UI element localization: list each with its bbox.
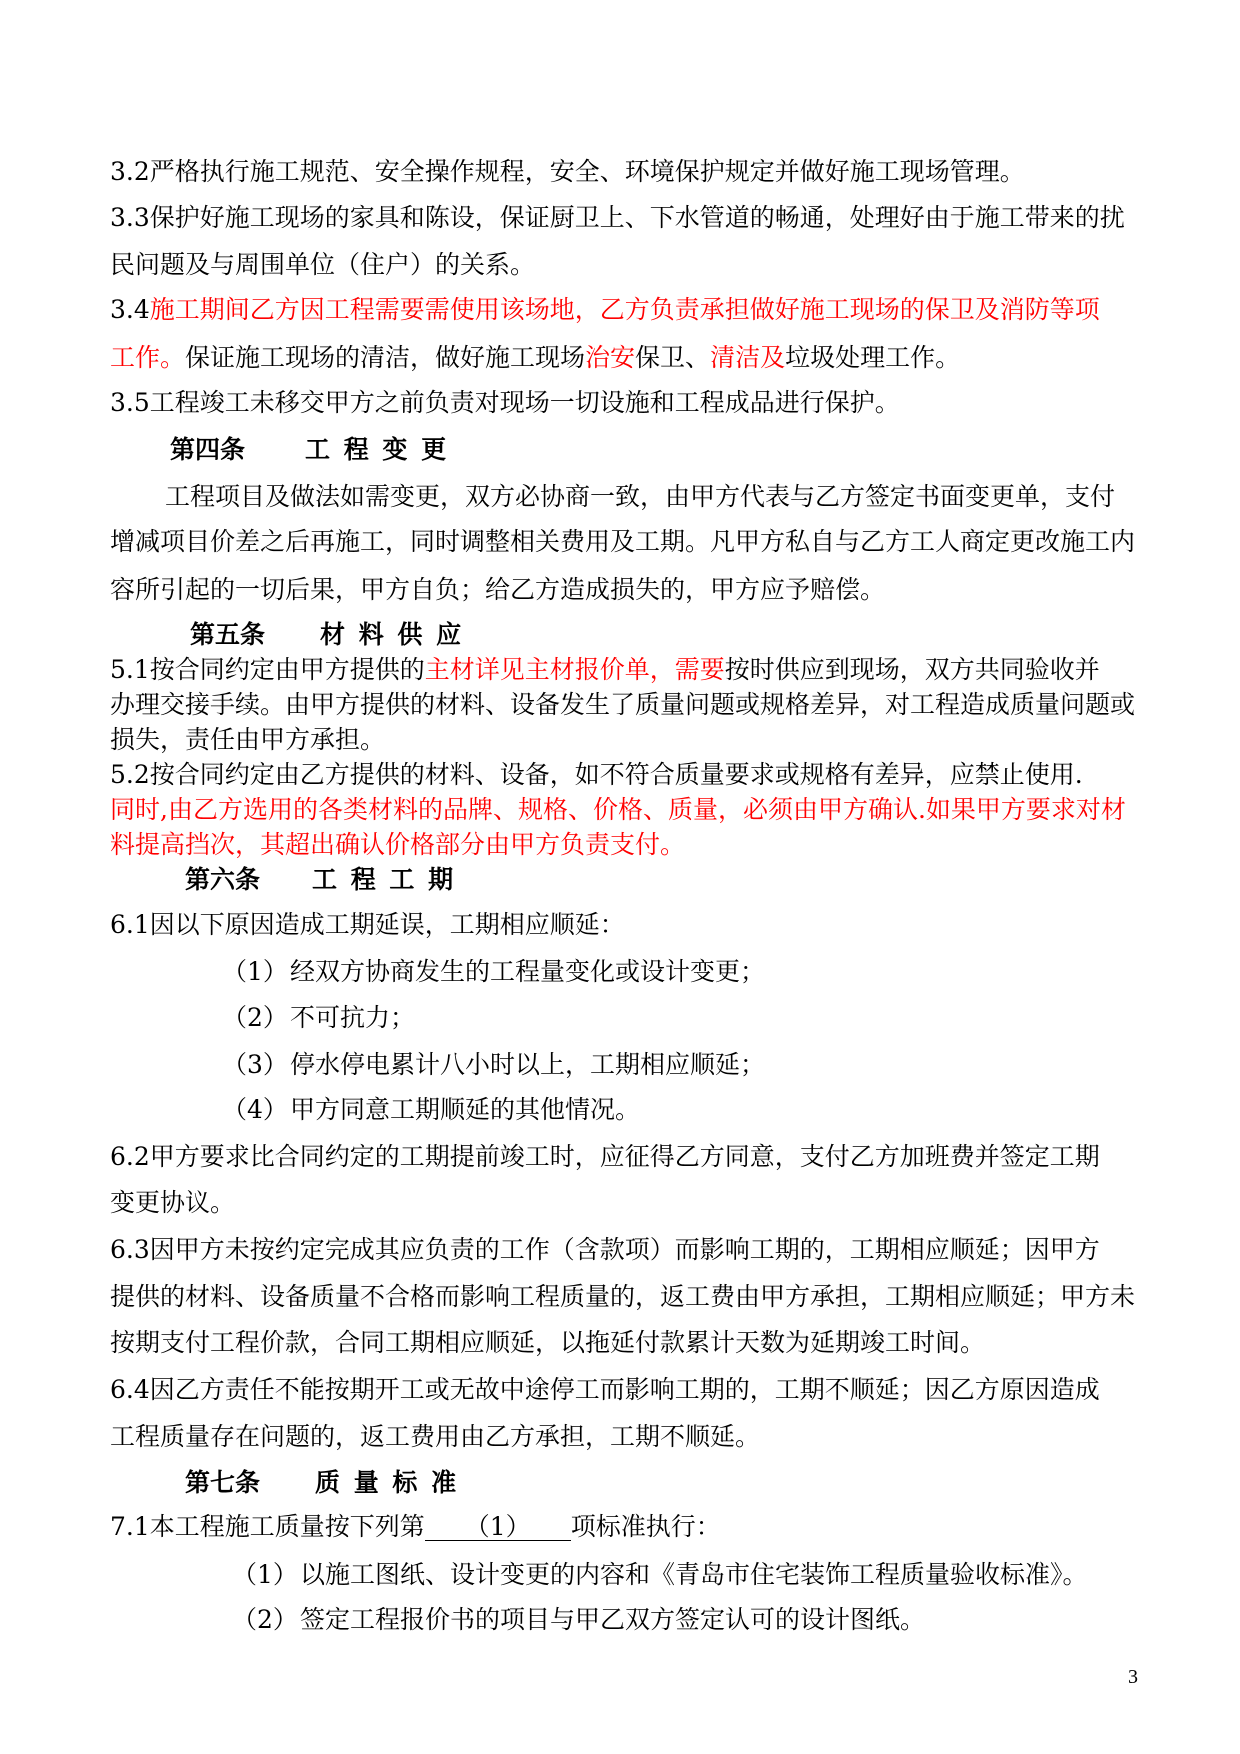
clause-text: 本工程施工质量按下列第 bbox=[149, 1512, 425, 1541]
clause-text: 民问题及与周围单位（住户）的关系。 bbox=[110, 250, 536, 279]
clause-6-2-line-2: 变更协议。 bbox=[110, 1188, 236, 1217]
clause-text: 项标准执行： bbox=[570, 1512, 721, 1541]
list-item: 以施工图纸、设计变更的内容和《青岛市住宅装饰工程质量验收标准》。 bbox=[300, 1560, 1088, 1589]
clause-number: 6.1 bbox=[110, 910, 150, 939]
clause-text: 因乙方责任不能按期开工或无故中途停工而影响工期的，工期不顺延；因乙方原因造成 bbox=[149, 1375, 1100, 1404]
clause-text: 严格执行施工规范、安全操作规程，安全、环境保护规定并做好施工现场管理。 bbox=[149, 157, 1025, 186]
clause-6-2-line-1 bbox=[110, 1142, 1100, 1172]
clause-number: 6.4 bbox=[110, 1375, 150, 1404]
list-item-marker: （3） bbox=[222, 1050, 288, 1079]
clause-number: 3.4 bbox=[110, 295, 150, 324]
list-item-marker: （1） bbox=[232, 1560, 298, 1589]
clause-3-4-line-1 bbox=[110, 295, 1100, 325]
clause-text: 保证施工现场的清洁，做好施工现场 bbox=[185, 343, 586, 372]
clause-6-4-line-1 bbox=[110, 1375, 1100, 1405]
clause-6-3-line-2: 提供的材料、设备质量不合格而影响工程质量的，返工费由甲方承担，工期相应顺延；甲方未 bbox=[110, 1282, 1136, 1311]
clause-number: 3.2 bbox=[110, 157, 150, 186]
clause-3-3-line-1 bbox=[110, 203, 1125, 233]
clause-text: 按时供应到现场，双方共同验收并 bbox=[724, 655, 1100, 684]
clause-3-3-line-2 bbox=[110, 250, 535, 280]
list-item-marker: （1） bbox=[222, 957, 288, 986]
article-7-label: 第七条 bbox=[185, 1468, 261, 1497]
red-annotation-text: 工作。 bbox=[110, 343, 186, 372]
clause-text: 按合同约定由甲方提供的 bbox=[149, 655, 425, 684]
article-7-title: 质 量 标 准 bbox=[315, 1468, 457, 1497]
red-annotation-text: 清洁及 bbox=[710, 343, 786, 372]
clause-6-3-line-1 bbox=[110, 1235, 1100, 1265]
article-4-label: 第四条 bbox=[170, 435, 246, 464]
list-item: 停水停电累计八小时以上，工期相应顺延； bbox=[290, 1050, 766, 1079]
article-4-paragraph-line-2: 增减项目价差之后再施工，同时调整相关费用及工期。凡甲方私自与乙方工人商定更改施工内 bbox=[110, 527, 1136, 556]
clause-6-4-line-2: 工程质量存在问题的，返工费用由乙方承担，工期不顺延。 bbox=[110, 1422, 761, 1451]
clause-7-1-line-1 bbox=[110, 1512, 721, 1542]
article-5-label: 第五条 bbox=[190, 620, 266, 649]
clause-text: 因甲方未按约定完成其应负责的工作（含款项）而影响工期的，工期相应顺延；因甲方 bbox=[149, 1235, 1100, 1264]
clause-5-1-line-2: 办理交接手续。由甲方提供的材料、设备发生了质量问题或规格差异，对工程造成质量问题或 bbox=[110, 690, 1136, 719]
red-annotation-text: 治安 bbox=[585, 343, 636, 372]
clause-5-2-line-2: 同时,由乙方选用的各类材料的品牌、规格、价格、质量，必须由甲方确认.如果甲方要求对材 bbox=[110, 795, 1126, 824]
clause-text: 按合同约定由乙方提供的材料、设备，如不符合质量要求或规格有差异，应禁止使用. bbox=[149, 760, 1083, 789]
list-item: 甲方同意工期顺延的其他情况。 bbox=[290, 1095, 641, 1124]
clause-number: 5.1 bbox=[110, 655, 150, 684]
clause-number: 3.5 bbox=[110, 388, 150, 417]
list-item-marker: （4） bbox=[222, 1095, 288, 1124]
clause-5-2-line-1 bbox=[110, 760, 1083, 790]
clause-text: 甲方要求比合同约定的工期提前竣工时，应征得乙方同意，支付乙方加班费并签定工期 bbox=[149, 1142, 1100, 1171]
article-4-paragraph-line-1: 工程项目及做法如需变更，双方必协商一致，由甲方代表与乙方签定书面变更单，支付 bbox=[165, 482, 1116, 511]
article-4-paragraph-line-3: 容所引起的一切后果，甲方自负；给乙方造成损失的，甲方应予赔偿。 bbox=[110, 575, 886, 604]
clause-5-1-line-3: 损失，责任由甲方承担。 bbox=[110, 725, 386, 754]
list-item: 不可抗力； bbox=[290, 1003, 416, 1032]
article-6-label: 第六条 bbox=[185, 865, 261, 894]
clause-text: 因以下原因造成工期延误，工期相应顺延： bbox=[149, 910, 625, 939]
clause-number: 5.2 bbox=[110, 760, 150, 789]
clause-text: 保护好施工现场的家具和陈设，保证厨卫上、下水管道的畅通，处理好由于施工带来的扰 bbox=[149, 203, 1125, 232]
clause-3-2-line-1 bbox=[110, 157, 1025, 187]
clause-number: 7.1 bbox=[110, 1512, 150, 1541]
clause-number: 6.3 bbox=[110, 1235, 150, 1264]
article-6-title: 工 程 工 期 bbox=[312, 865, 454, 894]
clause-5-1-line-1 bbox=[110, 655, 1100, 685]
clause-text: 工程竣工未移交甲方之前负责对现场一切设施和工程成品进行保护。 bbox=[149, 388, 900, 417]
page-number: 3 bbox=[1128, 1666, 1138, 1688]
red-annotation-text: 主材详见主材报价单，需要 bbox=[424, 655, 725, 684]
article-4-title: 工 程 变 更 bbox=[305, 435, 447, 464]
clause-number: 3.3 bbox=[110, 203, 150, 232]
list-item-marker: （2） bbox=[222, 1003, 288, 1032]
clause-3-4-line-2 bbox=[110, 343, 960, 373]
clause-text: 垃圾处理工作。 bbox=[785, 343, 961, 372]
clause-6-3-line-3: 按期支付工程价款，合同工期相应顺延，以拖延付款累计天数为延期竣工时间。 bbox=[110, 1328, 986, 1357]
clause-6-1-line-1 bbox=[110, 910, 625, 940]
list-item: 签定工程报价书的项目与甲乙双方签定认可的设计图纸。 bbox=[300, 1605, 926, 1634]
list-item-marker: （2） bbox=[232, 1605, 298, 1634]
clause-5-2-line-3: 料提高挡次，其超出确认价格部分由甲方负责支付。 bbox=[110, 830, 686, 859]
list-item: 经双方协商发生的工程量变化或设计变更； bbox=[290, 957, 766, 986]
clause-number: 6.2 bbox=[110, 1142, 150, 1171]
article-5-title: 材 料 供 应 bbox=[320, 620, 462, 649]
filled-blank-field: （1） bbox=[425, 1514, 571, 1541]
clause-3-5-line-1 bbox=[110, 388, 900, 418]
clause-text: 保卫、 bbox=[635, 343, 711, 372]
red-annotation-text: 施工期间乙方因工程需要需使用该场地，乙方负责承担做好施工现场的保卫及消防等项 bbox=[149, 295, 1100, 324]
